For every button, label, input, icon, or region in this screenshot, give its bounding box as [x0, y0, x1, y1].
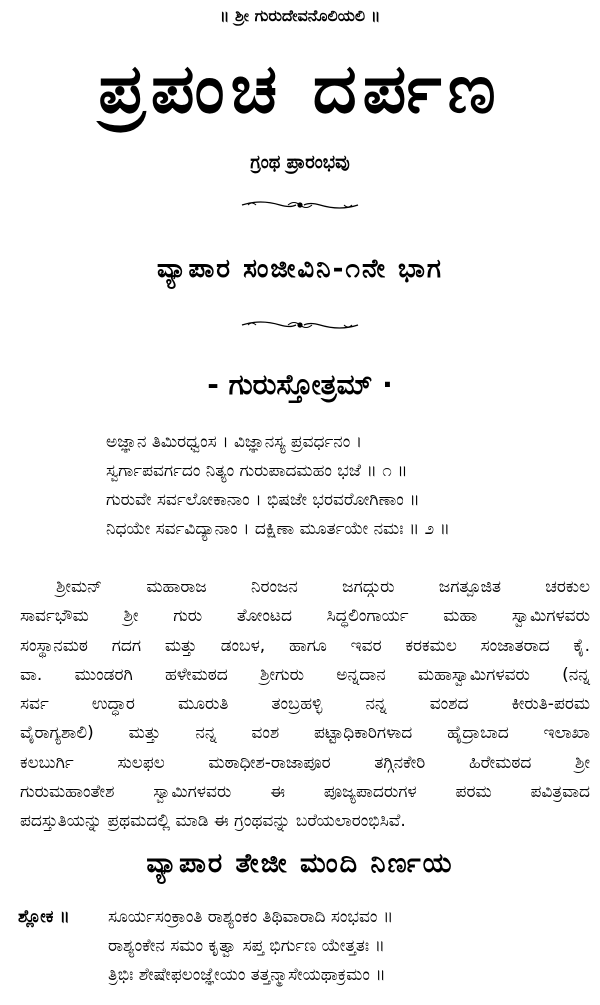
verse-line: ಸ್ವರ್ಗಾಪವರ್ಗದಂ ನಿತ್ಯಂ ಗುರುಪಾದಮಹಂ ಭಜೆ ॥ ೧ ॥ — [106, 461, 408, 481]
prose-paragraph — [20, 573, 590, 837]
ornament-divider-top — [0, 198, 600, 212]
prose-line: ಸಂಸ್ಥಾನಮಠ ಗದಗ ಮತ್ತು ಡಂಬಳ, ಹಾಗೂ ಇವರ ಕರಕಮಲ ಸಂಜಾತರಾದ ಕೈ. — [20, 635, 590, 656]
prose-line: ಗುರುಮಹಾಂತೇಶ ಸ್ವಾಮಿಗಳವರು ಈ ಪೂಜ್ಯಪಾದರುಗಳ ಪರಮ ಪವಿತ್ರವಾದ — [20, 782, 590, 803]
shloka-label: ಶ್ಲೋಕ ॥ — [18, 907, 70, 927]
section-title-vyapara-sanjeevini: ವ್ಯಾಪಾರ ಸಂಜೀವಿನಿ-೧ನೇ ಭಾಗ — [156, 254, 443, 284]
prose-line: ಪದಸ್ತುತಿಯನ್ನು ಪ್ರಥಮದಲ್ಲಿ ಮಾಡಿ ಈ ಗ್ರಂಥವನ್ನು ಬರೆಯಲಾರಂಭಿಸಿವೆ. — [20, 811, 406, 832]
flourish-icon — [240, 318, 360, 332]
shloka-text: ರಾಶ್ಯಂಕೇನ ಸಮಂ ಕೃತ್ವಾ ಸಪ್ತ ಭಿರ್ಗುಣ ಯೇತ್ತತಃ ॥ — [108, 936, 385, 956]
ornament-divider-middle — [0, 318, 600, 332]
prose-line: ವಾ. ಮುಂಡರಗಿ ಹಳೇಮಠದ ಶ್ರೀಗುರು ಅನ್ನದಾನ ಮಹಾಸ್ವಾಮಿಗಳವರು (ನನ್ನ — [20, 664, 590, 685]
flourish-icon — [240, 198, 360, 212]
verse-line: ಅಜ್ಞಾನ ತಿಮಿರಧ್ವಂಸ । ವಿಜ್ಞಾನಸ್ಯ ಪ್ರವರ್ಧನಂ । — [106, 432, 363, 452]
section-subheading-gurustotram: - ಗುರುಸ್ತೋತ್ರಮ್ · — [207, 368, 393, 401]
prose-line: ಸರ್ವ ಉದ್ಧಾರ ಮೂರುತಿ ತಂಬ್ರಹಳ್ಳಿ ನನ್ನ ವಂಶದ ಕೀರುತಿ-ಪರಮ — [20, 694, 590, 715]
verse-line: ನಿಧಯೇ ಸರ್ವವಿದ್ಯಾನಾಂ । ದಕ್ಷಿಣಾ ಮೂರ್ತಯೇ ನಮಃ ॥ ೨ ॥ — [106, 519, 450, 539]
main-title: ಪ್ರಪಂಚ ದರ್ಪಣ — [98, 50, 502, 129]
prose-line: ಸಾರ್ವಭೌಮ ಶ್ರೀ ಗುರು ತೋಂಟದ ಸಿದ್ಧಲಿಂಗಾರ್ಯ ಮಹಾ ಸ್ವಾಮಿಗಳವರು — [20, 606, 590, 627]
shloka-line — [18, 961, 593, 990]
shloka-line — [18, 932, 593, 961]
invocation-line: ॥ ಶ್ರೀ ಗುರುದೇವನೊಲಿಯಲಿ ॥ — [219, 6, 381, 25]
section-title-teji-mandi: ವ್ಯಾಪಾರ ತೇಜೀ ಮಂದಿ ನಿರ್ಣಯ — [146, 848, 454, 879]
prose-line: ವೈರಾಗ್ಯಶಾಲಿ) ಮತ್ತು ನನ್ನ ವಂಶ ಪಟ್ಟಾಧಿಕಾರಿಗಳಾದ ಹೈದ್ರಾಬಾದ ಇಲಾಖಾ — [20, 723, 590, 744]
prose-line: ಕಲಬುರ್ಗಿ ಸುಲಫಲ ಮಠಾಧೀಶ-ರಾಜಾಪೂರ ತಗ್ಗಿನಕೇರಿ ಹಿರೇಮಠದ ಶ್ರೀ — [20, 752, 590, 773]
prose-line: ಶ್ರೀಮನ್ ಮಹಾರಾಜ ನಿರಂಜನ ಜಗದ್ಗುರು ಜಗತ್ಪೂಜಿತ ಚರಕುಲ — [56, 577, 590, 597]
shloka-text: ಸೂರ್ಯಸಂಕ್ರಾಂತಿ ರಾಶ್ಯಂಕಂ ತಿಥಿವಾರಾದಿ ಸಂಭವಂ ॥ — [108, 907, 394, 927]
verse-line: ಗುರುವೇ ಸರ್ವಲೋಕಾನಾಂ । ಭಿಷಜೇ ಭರವರೋಗಿಣಾಂ ॥ — [106, 490, 420, 510]
shloka-line — [18, 903, 593, 932]
shloka-text: ತ್ರಿಭಿಃ ಶೇಷೇಫಲಂಜ್ಞೇಯಂ ತತ್ತನ್ಮಾಸೇಯಥಾಕ್ರಮಂ ॥ — [108, 965, 386, 985]
subtitle: ಗ್ರಂಥ ಪ್ರಾರಂಭವು — [250, 152, 350, 173]
verse-block — [106, 428, 586, 544]
shloka-block — [18, 903, 593, 990]
